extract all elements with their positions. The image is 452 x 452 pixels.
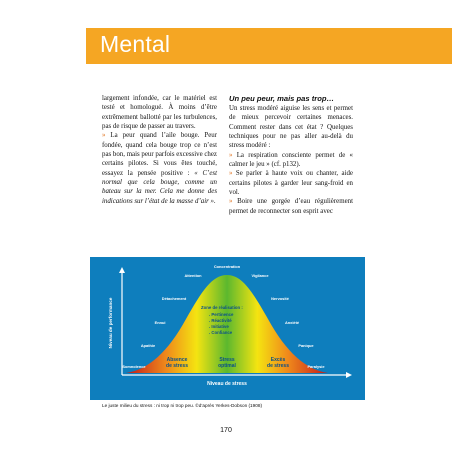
right-bullet-3-text: Boire une gorgée d’eau régulièrement permet de reconnecter son esprit avec	[229, 198, 353, 215]
label-detachement: Détachement	[161, 296, 187, 301]
stress-curve-diagram	[90, 257, 365, 400]
x-axis-arrow-icon	[346, 372, 352, 378]
left-paragraph-1: largement infondée, car le matériel est testé et homologué. À moins d’être extrêmement ballotté par les turbulences, pas de risque de passer au travers.	[102, 95, 217, 131]
left-paragraph-2-quote: « C’est normal que cela bouge, comme un bateau sur la mer. Cela me donne des indications sur l’état de la masse d’air ».	[102, 169, 218, 205]
bullet-marker: »	[229, 170, 233, 178]
right-bullet-3	[229, 197, 353, 216]
label-panique: Panique	[298, 343, 314, 348]
section-heading: Un peu peur, mais pas trop…	[229, 94, 335, 103]
zone-title: Zone de réalisation :	[201, 305, 243, 310]
chapter-title: Mental	[100, 31, 171, 57]
zone-item-4: . Confiance	[209, 330, 233, 335]
label-paralysie: Paralysie	[307, 364, 325, 369]
zone-item-2: . Réactivité	[209, 318, 232, 323]
right-paragraph-1: Un stress modéré aiguise les sens et permet de mieux percevoir certaines menaces. Comment rester dans cet état ? Quelques techniques pour ne pas aller au-delà du stress modéré :	[229, 105, 353, 150]
label-apathie: Apathie	[140, 343, 156, 348]
stress-performance-figure	[90, 257, 365, 400]
zone-item-1: . Pertinence	[209, 312, 234, 317]
right-bullet-1-text: La respiration consciente permet de « calmer le jeu » (cf. p132).	[229, 151, 353, 169]
left-paragraph-2-text: La peur quand l’aile bouge. Peur fondée, quand cela bouge trop ce n’est pas bon, mais peur parfois excessive chez certains pilotes. Si vous êtes touché, essayez la pensée positive :	[102, 132, 217, 177]
bullet-marker: »	[229, 198, 233, 206]
right-text-column	[229, 94, 353, 216]
label-attention: Attention	[184, 273, 202, 278]
left-text-column	[102, 94, 217, 206]
zone-center-line-1: Stress	[219, 357, 235, 363]
right-bullet-2-text: Se parler à haute voix ou chanter, aide certains pilotes à garder leur sang-froid en vol.	[229, 170, 353, 197]
figure-caption: Le juste milieu du stress : ni trop ni trop peu. ©d’après Yerkes-Dobson (1908)	[102, 403, 263, 408]
chapter-banner	[86, 28, 452, 64]
y-axis-label: Niveau de performance	[108, 297, 113, 349]
zone-left-line-2: de stress	[166, 363, 188, 369]
zone-left-line-1: Absence	[166, 357, 188, 363]
y-axis-arrow-icon	[119, 267, 125, 273]
zone-right-line-1: Excès	[270, 357, 286, 363]
bullet-marker: »	[102, 132, 106, 140]
right-bullet-1	[229, 151, 353, 170]
page-number: 170	[220, 427, 232, 434]
label-concentration: Concentration	[213, 264, 241, 269]
zone-item-3: . Initiative	[209, 324, 229, 329]
label-nervosite: Nervosité	[271, 296, 289, 301]
label-vigilance: Vigilance	[251, 273, 269, 278]
x-axis-label: Niveau de stress	[207, 381, 247, 387]
left-paragraph-2	[102, 131, 217, 206]
bottom-zones	[166, 357, 289, 369]
bullet-marker: »	[229, 151, 233, 159]
label-anxiete: Anxiété	[284, 320, 300, 325]
right-bullet-2	[229, 169, 353, 197]
label-ennui: Ennui	[154, 320, 166, 325]
label-somnolence: Somnolence	[122, 364, 146, 369]
zone-right-line-2: de stress	[267, 363, 289, 369]
zone-center-line-2: optimal	[218, 363, 236, 369]
